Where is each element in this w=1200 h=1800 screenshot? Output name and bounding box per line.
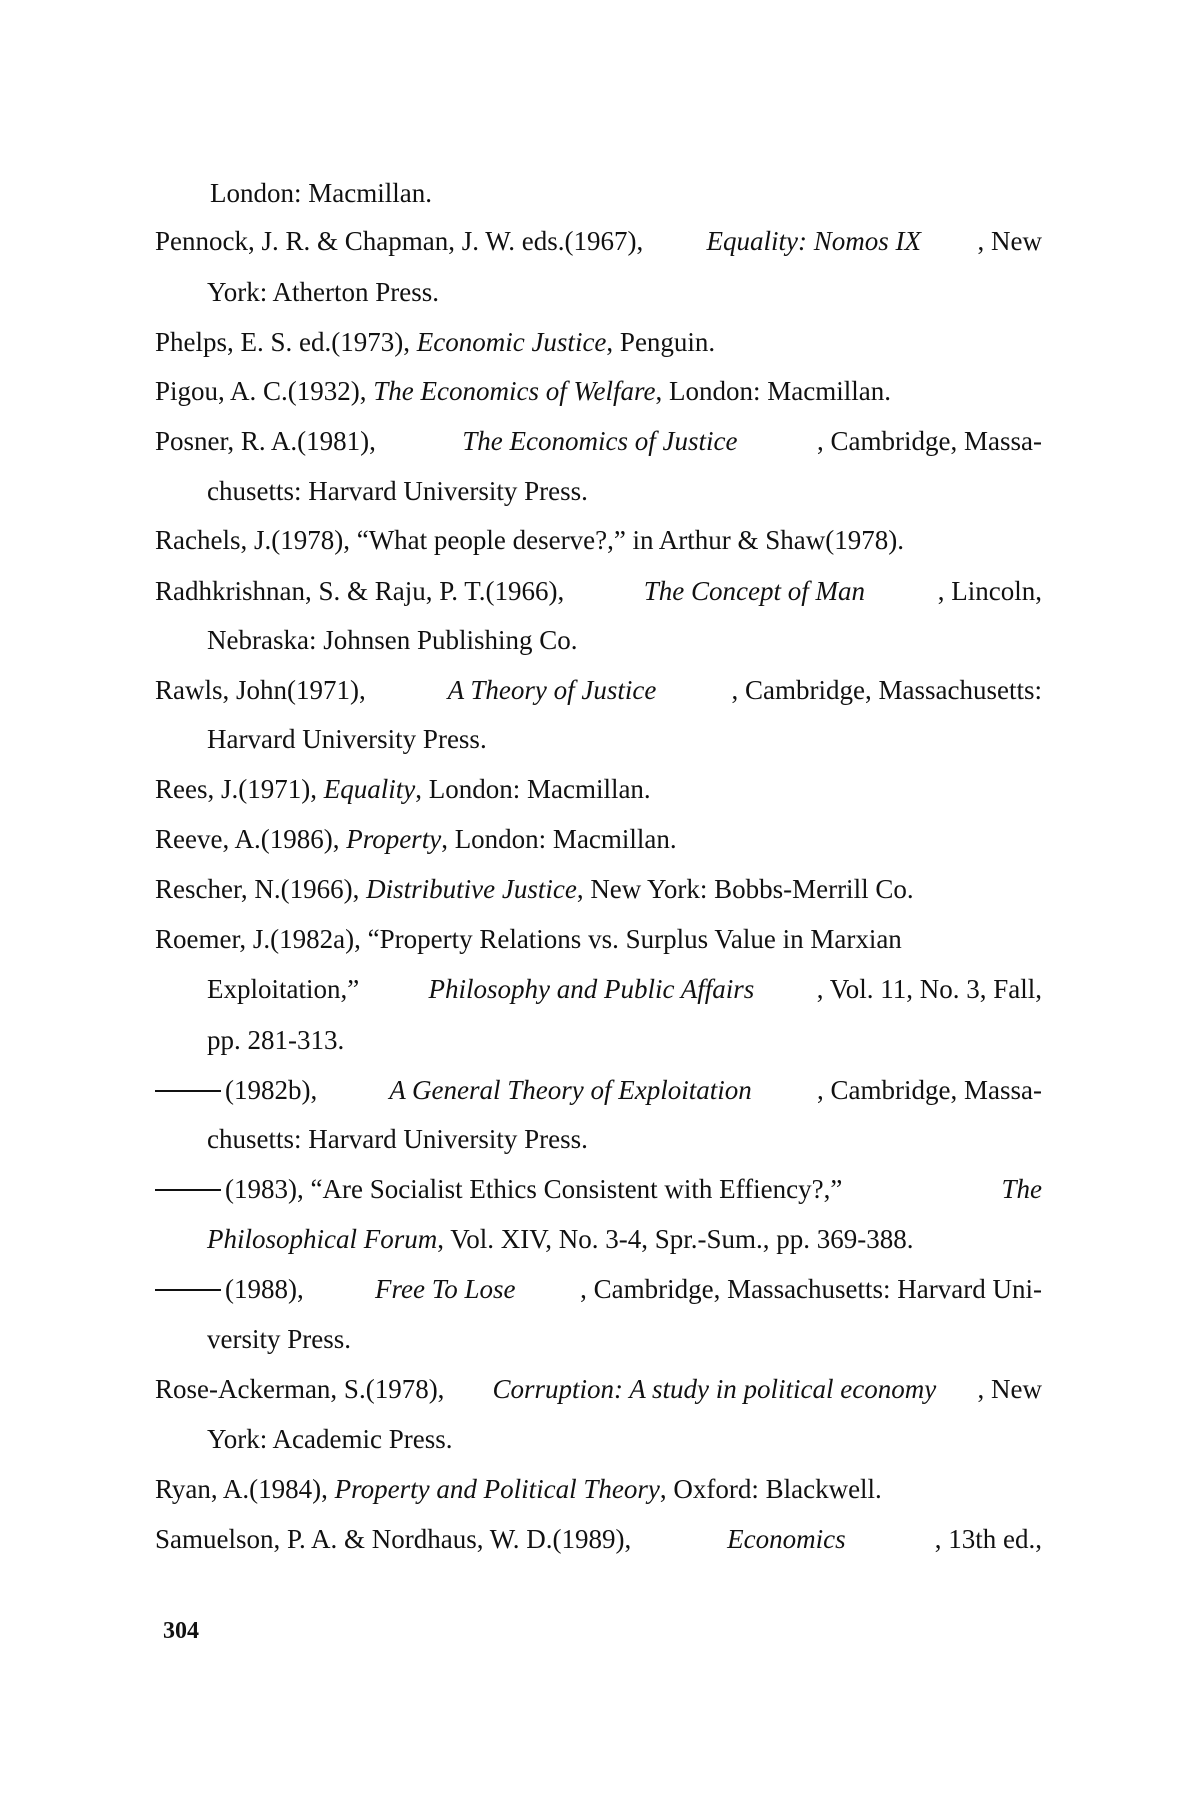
ref-line: Rescher, N.(1966), Distributive Justice, New York: Bobbs-Merrill Co. (155, 874, 914, 904)
ref-line: Exploitation,” Philosophy and Public Affairs , Vol. 11, No. 3, Fall, (207, 974, 1042, 1004)
ref-line: Harvard University Press. (207, 724, 487, 754)
ref-line: Rose-Ackerman, S.(1978), Corruption: A study in political economy , New (155, 1374, 1042, 1404)
ref-line: Pennock, J. R. & Chapman, J. W. eds.(1967), Equality: Nomos IX , New (155, 226, 1042, 256)
ref-line: London: Macmillan. (210, 178, 432, 208)
ref-line: Rawls, John(1971), A Theory of Justice , Cambridge, Massachusetts: (155, 675, 1042, 705)
ref-line: pp. 281-313. (207, 1025, 345, 1055)
ref-line: (1988), Free To Lose , Cambridge, Massachusetts: Harvard Uni- (155, 1272, 1042, 1306)
ditto-dash (155, 1289, 221, 1291)
ref-line: chusetts: Harvard University Press. (207, 1124, 588, 1154)
ref-line: versity Press. (207, 1324, 351, 1354)
ref-line: Samuelson, P. A. & Nordhaus, W. D.(1989), Economics , 13th ed., (155, 1524, 1042, 1554)
ref-line: Nebraska: Johnsen Publishing Co. (207, 625, 578, 655)
ref-line: Rachels, J.(1978), “What people deserve?,” in Arthur & Shaw(1978). (155, 525, 905, 555)
ref-line: Rees, J.(1971), Equality, London: Macmillan. (155, 774, 651, 804)
ref-line: Pigou, A. C.(1932), The Economics of Welfare, London: Macmillan. (155, 376, 891, 406)
ref-line: chusetts: Harvard University Press. (207, 476, 588, 506)
ref-line: York: Academic Press. (207, 1424, 453, 1454)
ref-line: (1983), “Are Socialist Ethics Consistent with Effiency?,” The (155, 1172, 1042, 1206)
ditto-dash (155, 1189, 221, 1191)
ref-line: Phelps, E. S. ed.(1973), Economic Justice, Penguin. (155, 327, 716, 357)
ref-line: (1982b), A General Theory of Exploitation , Cambridge, Massa- (155, 1073, 1042, 1107)
page-number: 304 (163, 1618, 199, 1644)
ref-line: Ryan, A.(1984), Property and Political Theory, Oxford: Blackwell. (155, 1474, 882, 1504)
ref-line: York: Atherton Press. (207, 277, 440, 307)
ditto-dash (155, 1090, 221, 1092)
ref-line: Philosophical Forum, Vol. XIV, No. 3-4, Spr.-Sum., pp. 369-388. (207, 1224, 914, 1254)
ref-line: Reeve, A.(1986), Property, London: Macmillan. (155, 824, 677, 854)
ref-line: Roemer, J.(1982a), “Property Relations vs. Surplus Value in Marxian (155, 924, 902, 954)
ref-line: Radhkrishnan, S. & Raju, P. T.(1966), The Concept of Man , Lincoln, (155, 576, 1042, 606)
ref-line: Posner, R. A.(1981), The Economics of Justice , Cambridge, Massa- (155, 426, 1042, 456)
